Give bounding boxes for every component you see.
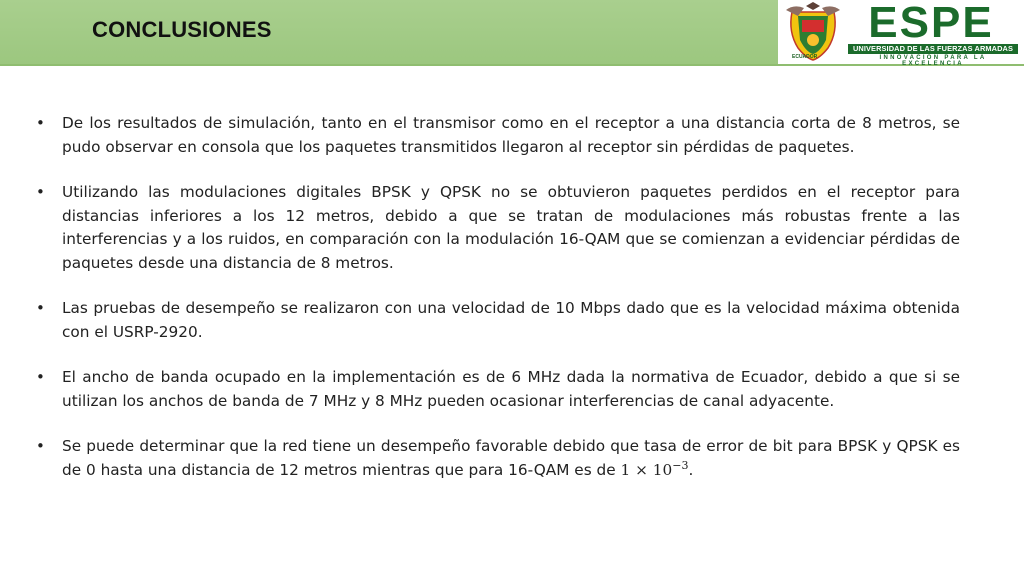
- slide-header: [0, 0, 1024, 66]
- logo-subtitle: UNIVERSIDAD DE LAS FUERZAS ARMADAS: [848, 44, 1018, 54]
- bullet-text: El ancho de banda ocupado en la implementación es de 6 MHz dada la normativa de Ecuador, debido a que si se utilizan los anchos de banda de 7 MHz y 8 MHz pueden ocasionar interferencias de canal adyacente.: [62, 368, 960, 410]
- bullet-text: De los resultados de simulación, tanto en el transmisor como en el receptor a una distancia corta de 8 metros, se pudo observar en consola que los paquetes transmitidos llegaron al receptor sin pérdidas de paquetes.: [62, 114, 960, 156]
- list-item: [36, 366, 960, 413]
- espe-wordmark-text: ESPE: [868, 2, 994, 42]
- bullet-icon: •: [36, 437, 45, 455]
- list-item: [36, 112, 960, 159]
- bullet-icon: •: [36, 183, 45, 201]
- espe-wordmark-icon: [846, 2, 1016, 42]
- seal-caption: ECUADOR: [792, 54, 818, 60]
- list-item: [36, 181, 960, 275]
- bullet-icon: •: [36, 114, 45, 132]
- logo-tagline: INNOVACIÓN PARA LA EXCELENCIA: [879, 55, 987, 67]
- conclusions-body: [36, 112, 960, 504]
- bullet-text: Se puede determinar que la red tiene un desempeño favorable debido que tasa de error de bit para BPSK y QPSK es de 0 hasta una distancia de 12 metros mientras que para 16-QAM es de: [62, 437, 960, 479]
- page-title: CONCLUSIONES: [92, 17, 272, 42]
- bullet-text: Las pruebas de desempeño se realizaron con una velocidad de 10 Mbps dado que es la velocidad máxima obtenida con el USRP-2920.: [62, 299, 960, 341]
- ber-math-expression: [620, 458, 689, 479]
- espe-logo: [778, 0, 1024, 67]
- math-base: 1 × 10: [620, 460, 673, 479]
- list-item: [36, 435, 960, 482]
- conclusions-list: [36, 112, 960, 482]
- math-exponent: −3: [672, 458, 689, 472]
- bullet-suffix: .: [688, 460, 694, 479]
- bullet-icon: •: [36, 299, 45, 317]
- list-item: [36, 297, 960, 344]
- bullet-icon: •: [36, 368, 45, 386]
- bullet-text: Utilizando las modulaciones digitales BPSK y QPSK no se obtuvieron paquetes perdidos en el receptor para distancias inferiores a los 12 metros, debido a que se tratan de modulaciones más robustas frente a las interferencias y a los ruidos, en comparación con la modulación 16-QAM que se comienzan a evidenciar pérdidas de paquetes desde una distancia de 8 metros.: [62, 183, 960, 272]
